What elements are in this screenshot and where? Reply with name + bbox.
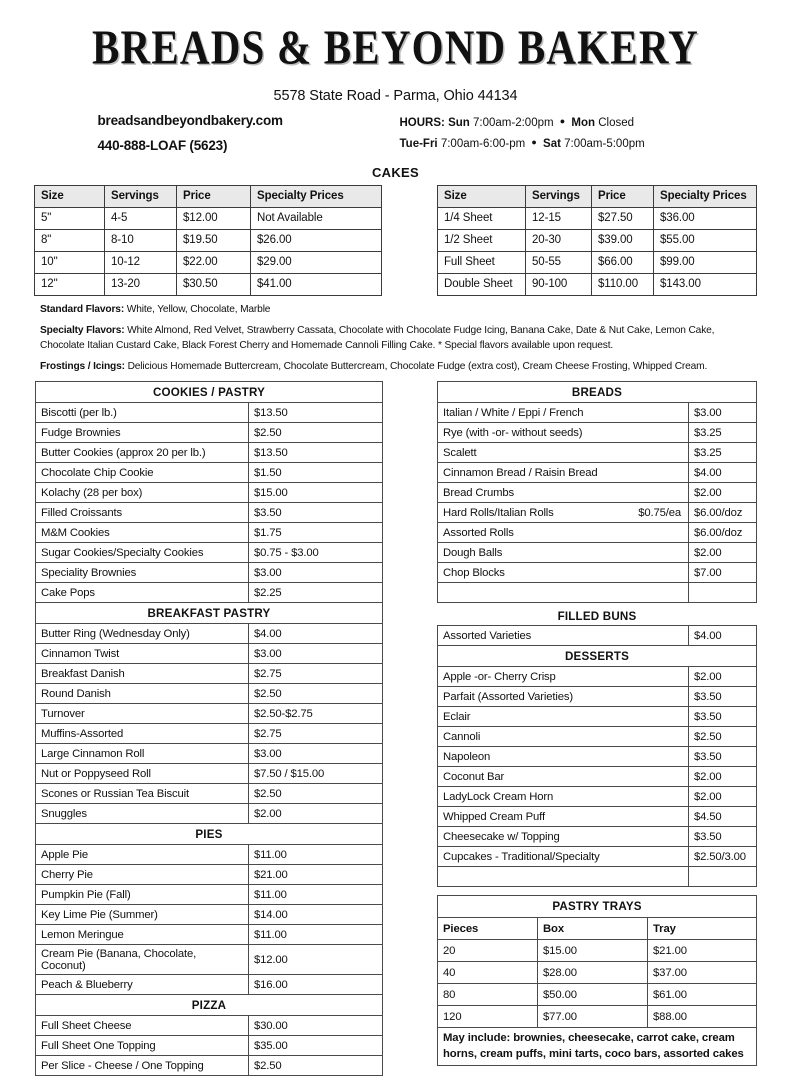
item-price: $3.00	[688, 403, 756, 423]
item-name: Cheesecake w/ Topping	[438, 827, 689, 847]
table-row	[35, 273, 382, 295]
item-name: Parfait (Assorted Varieties)	[438, 687, 689, 707]
sheet-cake-cell-2: $27.50	[592, 207, 654, 229]
sheet-cake-cell-1: 20-30	[526, 229, 592, 251]
menu-item-row	[36, 443, 383, 463]
left-menu-column	[35, 381, 383, 1076]
item-price: $16.00	[248, 975, 382, 995]
tray-cell-2: $88.00	[648, 1006, 757, 1028]
menu-item-row	[438, 687, 757, 707]
round-cake-cell-2: $19.50	[177, 229, 251, 251]
section-header-row	[36, 382, 383, 403]
item-price: $12.00	[248, 945, 382, 975]
sheet-cake-cell-3: $36.00	[654, 207, 757, 229]
section-title: DESSERTS	[438, 646, 757, 667]
item-name: Key Lime Pie (Summer)	[36, 905, 249, 925]
column-header-2: Tray	[648, 918, 757, 940]
menu-item-row	[36, 583, 383, 603]
column-header-2: Price	[592, 185, 654, 207]
hours-day-mon: Mon	[571, 117, 596, 129]
pastry-tray-note: May include: brownies, cheesecake, carrot cake, cream horns, cream puffs, mini tarts, coco bars, assorted cakes	[438, 1028, 757, 1066]
section-title: BREAKFAST PASTRY	[36, 603, 383, 624]
item-name: Breakfast Danish	[36, 664, 249, 684]
item-name	[438, 867, 689, 887]
item-price	[689, 867, 757, 887]
item-price: $2.00	[689, 667, 757, 687]
menu-item-row	[36, 865, 383, 885]
menu-item-row	[36, 684, 383, 704]
menu-item-row	[438, 767, 757, 787]
section-header-row	[438, 646, 757, 667]
item-price: $2.25	[248, 583, 382, 603]
sheet-cake-cell-3: $99.00	[654, 251, 757, 273]
column-header-1: Servings	[105, 185, 177, 207]
round-cake-cell-3: Not Available	[251, 207, 382, 229]
round-cake-cell-0: 8"	[35, 229, 105, 251]
menu-item-row	[438, 667, 757, 687]
item-name: Napoleon	[438, 747, 689, 767]
item-name: Cinnamon Twist	[36, 644, 249, 664]
menu-item-row	[36, 945, 383, 975]
sheet-cake-cell-0: 1/4 Sheet	[438, 207, 526, 229]
menu-item-row	[36, 644, 383, 664]
item-name: Cinnamon Bread / Raisin Bread	[438, 463, 689, 483]
item-name	[438, 583, 689, 603]
section-header-row	[36, 824, 383, 845]
menu-item-row	[36, 804, 383, 824]
tray-cell-2: $37.00	[648, 962, 757, 984]
item-price: $3.50	[689, 747, 757, 767]
item-name: Coconut Bar	[438, 767, 689, 787]
item-price: $3.00	[248, 563, 382, 583]
item-name: Apple -or- Cherry Crisp	[438, 667, 689, 687]
left-menu-table	[35, 381, 383, 1076]
cake-note-0: Standard Flavors: White, Yellow, Chocolate, Marble	[40, 303, 271, 315]
item-price: $11.00	[248, 885, 382, 905]
column-header-3: Specialty Prices	[654, 185, 757, 207]
menu-item-row	[438, 807, 757, 827]
item-price: $2.50	[248, 784, 382, 804]
menu-item-row	[438, 787, 757, 807]
menu-item-row	[36, 503, 383, 523]
table-row	[438, 1006, 757, 1028]
page-title: BREADS & BEYOND BAKERY	[91, 19, 699, 74]
hours-line-1	[400, 113, 700, 134]
item-price: $2.75	[248, 664, 382, 684]
column-header-1: Servings	[526, 185, 592, 207]
item-price: $1.50	[248, 463, 382, 483]
column-header-0: Size	[35, 185, 105, 207]
item-unit-price: $0.75/ea	[638, 506, 681, 519]
item-name: Muffins-Assorted	[36, 724, 249, 744]
menu-item-row	[438, 827, 757, 847]
item-name: Scones or Russian Tea Biscuit	[36, 784, 249, 804]
item-price: $11.00	[248, 925, 382, 945]
menu-item-row	[36, 724, 383, 744]
filled-buns-desserts-table	[437, 625, 757, 887]
item-name: Nut or Poppyseed Roll	[36, 764, 249, 784]
item-price: $3.25	[688, 423, 756, 443]
item-name: Assorted Rolls	[438, 523, 689, 543]
table-header-row	[438, 918, 757, 940]
item-price: $3.50	[689, 827, 757, 847]
table-row	[35, 229, 382, 251]
tray-cell-1: $15.00	[538, 940, 648, 962]
round-cake-cell-0: 5"	[35, 207, 105, 229]
round-cakes-table	[34, 185, 382, 296]
menu-item-row	[36, 704, 383, 724]
item-name: Fudge Brownies	[36, 423, 249, 443]
cake-note-label-0: Standard Flavors:	[40, 303, 125, 315]
round-cake-cell-1: 8-10	[105, 229, 177, 251]
item-name: Cannoli	[438, 727, 689, 747]
item-name: Chop Blocks	[438, 563, 689, 583]
page-header	[0, 0, 791, 156]
round-cake-cell-2: $30.50	[177, 273, 251, 295]
item-price: $0.75 - $3.00	[248, 543, 382, 563]
menu-item-row	[36, 744, 383, 764]
brand-title-wrap	[0, 19, 791, 74]
item-price: $2.50	[248, 684, 382, 704]
hours-line-2	[400, 134, 700, 155]
hours-time-sun: 7:00am-2:00pm	[473, 117, 554, 129]
hours-day-tuefri: Tue-Fri	[399, 138, 438, 151]
column-header-1: Box	[538, 918, 648, 940]
menu-item-row	[36, 563, 383, 583]
item-name: Large Cinnamon Roll	[36, 744, 249, 764]
item-price: $11.00	[248, 845, 382, 865]
menu-item-row	[438, 403, 757, 423]
phone-number[interactable]: 440-888-LOAF (5623)	[97, 138, 228, 153]
item-name: Biscotti (per lb.)	[36, 403, 249, 423]
menu-item-row	[438, 423, 757, 443]
item-name: Cupcakes - Traditional/Specialty	[438, 847, 689, 867]
item-name: Speciality Brownies	[36, 563, 249, 583]
item-price: $4.00	[248, 624, 382, 644]
item-price: $3.50	[248, 503, 382, 523]
item-price: $7.50 / $15.00	[248, 764, 382, 784]
item-name: Apple Pie	[36, 845, 249, 865]
hours-day-sun: Sun	[448, 117, 470, 129]
table-row	[35, 207, 382, 229]
menu-item-row	[438, 543, 757, 563]
section-header-row	[438, 382, 757, 403]
item-name: Kolachy (28 per box)	[36, 483, 249, 503]
website-link[interactable]: breadsandbeyondbakery.com	[97, 113, 283, 128]
separator-dot-icon-2: ●	[531, 137, 537, 148]
hours-label: HOURS:	[399, 117, 445, 129]
item-name: Butter Cookies (approx 20 per lb.)	[36, 443, 249, 463]
cakes-tables-row	[34, 185, 757, 296]
menu-item-row	[438, 523, 757, 543]
menu-item-row	[438, 707, 757, 727]
sheet-cake-cell-3: $55.00	[654, 229, 757, 251]
item-price: $2.00	[688, 543, 756, 563]
address-line: 5578 State Road - Parma, Ohio 44134	[273, 88, 518, 104]
item-price: $6.00/doz	[688, 523, 756, 543]
menu-item-row	[438, 847, 757, 867]
tray-cell-0: 20	[438, 940, 538, 962]
section-title: PASTRY TRAYS	[438, 896, 757, 918]
table-row	[438, 207, 757, 229]
item-price: $4.00	[688, 463, 756, 483]
item-name: Chocolate Chip Cookie	[36, 463, 249, 483]
item-price	[688, 583, 756, 603]
item-price: $2.50/3.00	[689, 847, 757, 867]
round-cake-cell-3: $26.00	[251, 229, 382, 251]
item-price: $2.00	[689, 767, 757, 787]
menu-item-row	[36, 463, 383, 483]
round-cake-cell-2: $22.00	[177, 251, 251, 273]
section-header-row	[36, 603, 383, 624]
menu-columns	[35, 381, 757, 1076]
item-price: $6.00/doz	[688, 503, 756, 523]
table-header-row	[438, 185, 757, 207]
menu-item-row	[36, 664, 383, 684]
item-name: Hard Rolls/Italian Rolls $0.75/ea	[438, 503, 689, 523]
section-title: BREADS	[438, 382, 757, 403]
column-header-0: Pieces	[438, 918, 538, 940]
item-price: $13.50	[248, 403, 382, 423]
section-header-row	[438, 896, 757, 918]
tray-cell-2: $21.00	[648, 940, 757, 962]
tray-cell-2: $61.00	[648, 984, 757, 1006]
pastry-trays-table	[437, 895, 757, 1066]
tray-cell-0: 120	[438, 1006, 538, 1028]
menu-item-row	[36, 543, 383, 563]
item-price: $35.00	[248, 1036, 382, 1056]
column-header-2: Price	[177, 185, 251, 207]
menu-item-row	[36, 1036, 383, 1056]
item-name: Italian / White / Eppi / French	[438, 403, 689, 423]
menu-item-row	[438, 583, 757, 603]
item-price: $2.50-$2.75	[248, 704, 382, 724]
item-name: Sugar Cookies/Specialty Cookies	[36, 543, 249, 563]
item-name: Butter Ring (Wednesday Only)	[36, 624, 249, 644]
menu-item-row	[438, 626, 757, 646]
item-name: Assorted Varieties	[438, 626, 689, 646]
column-header-3: Specialty Prices	[251, 185, 382, 207]
table-footnote-row	[438, 1028, 757, 1066]
item-price: $21.00	[248, 865, 382, 885]
item-price: $3.50	[689, 707, 757, 727]
menu-item-row	[438, 463, 757, 483]
item-name: Filled Croissants	[36, 503, 249, 523]
hours-time-tuefri: 7:00am-6:00-pm	[440, 138, 526, 151]
menu-item-row	[36, 1016, 383, 1036]
menu-item-row	[36, 403, 383, 423]
menu-item-row	[438, 483, 757, 503]
item-price: $1.75	[248, 523, 382, 543]
sheet-cake-cell-1: 12-15	[526, 207, 592, 229]
section-title: COOKIES / PASTRY	[36, 382, 383, 403]
item-name: Lemon Meringue	[36, 925, 249, 945]
menu-item-row	[36, 905, 383, 925]
tray-cell-1: $28.00	[538, 962, 648, 984]
sheet-cake-cell-2: $39.00	[592, 229, 654, 251]
menu-item-row	[36, 845, 383, 865]
menu-item-row	[438, 443, 757, 463]
cake-note-label-2: Frostings / Icings:	[40, 360, 125, 372]
menu-item-row	[36, 1056, 383, 1076]
cakes-section-title: CAKES	[371, 164, 419, 180]
hours-block	[400, 113, 700, 156]
item-price: $3.00	[248, 744, 382, 764]
item-price: $2.50	[689, 727, 757, 747]
separator-dot-icon: ●	[559, 116, 566, 126]
item-name: Cream Pie (Banana, Chocolate, Coconut)	[36, 945, 249, 975]
table-row	[438, 229, 757, 251]
cake-note-label-1: Specialty Flavors:	[40, 325, 125, 337]
table-row	[438, 984, 757, 1006]
section-header-row	[36, 995, 383, 1016]
table-header-row	[35, 185, 382, 207]
round-cake-cell-2: $12.00	[177, 207, 251, 229]
item-price: $30.00	[248, 1016, 382, 1036]
item-price: $4.00	[689, 626, 757, 646]
menu-item-row	[36, 764, 383, 784]
item-price: $7.00	[688, 563, 756, 583]
tray-cell-1: $77.00	[538, 1006, 648, 1028]
sheet-cakes-table	[437, 185, 757, 296]
tray-cell-1: $50.00	[538, 984, 648, 1006]
cake-note-1: Specialty Flavors: White Almond, Red Velvet, Strawberry Cassata, Chocolate with Chocolate Fudge Icing, Banana Cake, Date & Nut Cake, Lemon Cake, Chocolate Italian Custard Cake, Black Forest Cherry and Homemade Cannoli Filling Cake. * Special flavors available upon request.	[40, 325, 715, 351]
menu-item-row	[438, 727, 757, 747]
menu-item-row	[36, 483, 383, 503]
item-name: Cherry Pie	[36, 865, 249, 885]
sheet-cake-cell-0: Full Sheet	[438, 251, 526, 273]
sheet-cake-cell-1: 90-100	[526, 273, 592, 295]
menu-item-row	[36, 624, 383, 644]
round-cake-cell-1: 10-12	[105, 251, 177, 273]
sheet-cake-cell-0: Double Sheet	[438, 273, 526, 295]
hours-day-sat: Sat	[543, 138, 561, 151]
item-price: $13.50	[248, 443, 382, 463]
item-price: $15.00	[248, 483, 382, 503]
item-price: $3.00	[248, 644, 382, 664]
item-name: Per Slice - Cheese / One Topping	[36, 1056, 249, 1076]
item-price: $4.50	[689, 807, 757, 827]
item-name: Snuggles	[36, 804, 249, 824]
item-name: Scalett	[438, 443, 689, 463]
right-menu-column	[437, 381, 757, 1066]
item-name: Eclair	[438, 707, 689, 727]
menu-item-row	[438, 563, 757, 583]
contact-block	[0, 113, 791, 156]
item-name: Pumpkin Pie (Fall)	[36, 885, 249, 905]
round-cake-cell-1: 4-5	[105, 207, 177, 229]
item-name: Whipped Cream Puff	[438, 807, 689, 827]
item-name: M&M Cookies	[36, 523, 249, 543]
section-title: PIZZA	[36, 995, 383, 1016]
menu-item-row	[36, 523, 383, 543]
item-price: $3.50	[689, 687, 757, 707]
table-row	[438, 251, 757, 273]
item-name: Round Danish	[36, 684, 249, 704]
round-cake-cell-1: 13-20	[105, 273, 177, 295]
item-name: Rye (with -or- without seeds)	[438, 423, 689, 443]
item-name: LadyLock Cream Horn	[438, 787, 689, 807]
tray-cell-0: 80	[438, 984, 538, 1006]
hours-time-mon: Closed	[598, 117, 635, 129]
menu-item-row	[36, 784, 383, 804]
menu-item-row	[36, 885, 383, 905]
table-row	[438, 940, 757, 962]
round-cake-cell-0: 10"	[35, 251, 105, 273]
item-price: $2.75	[248, 724, 382, 744]
item-name: Bread Crumbs	[438, 483, 689, 503]
round-cake-cell-3: $29.00	[251, 251, 382, 273]
tray-cell-0: 40	[438, 962, 538, 984]
item-name: Cake Pops	[36, 583, 249, 603]
item-name: Turnover	[36, 704, 249, 724]
menu-item-row	[438, 503, 757, 523]
item-price: $2.50	[248, 1056, 382, 1076]
item-price: $2.00	[248, 804, 382, 824]
item-price: $2.00	[688, 483, 756, 503]
round-cake-cell-3: $41.00	[251, 273, 382, 295]
sheet-cake-cell-2: $66.00	[592, 251, 654, 273]
item-name: Full Sheet Cheese	[36, 1016, 249, 1036]
item-price: $14.00	[248, 905, 382, 925]
section-title: PIES	[36, 824, 383, 845]
menu-item-row	[36, 423, 383, 443]
breads-table	[437, 381, 757, 603]
table-row	[438, 962, 757, 984]
item-price: $3.25	[688, 443, 756, 463]
menu-item-row	[36, 975, 383, 995]
spacer	[437, 887, 757, 895]
cake-notes	[40, 303, 751, 375]
sheet-cake-cell-3: $143.00	[654, 273, 757, 295]
menu-item-row	[36, 925, 383, 945]
sheet-cake-cell-1: 50-55	[526, 251, 592, 273]
item-name: Peach & Blueberry	[36, 975, 249, 995]
table-row	[35, 251, 382, 273]
round-cake-cell-0: 12"	[35, 273, 105, 295]
item-name: Full Sheet One Topping	[36, 1036, 249, 1056]
table-row	[438, 273, 757, 295]
item-name: Dough Balls	[438, 543, 689, 563]
filled-buns-title: FILLED BUNS	[557, 610, 637, 624]
menu-item-row	[438, 747, 757, 767]
sheet-cake-cell-2: $110.00	[592, 273, 654, 295]
item-price: $2.50	[248, 423, 382, 443]
contact-left	[92, 113, 338, 153]
column-header-0: Size	[438, 185, 526, 207]
cake-note-2: Frostings / Icings: Delicious Homemade Buttercream, Chocolate Buttercream, Chocolate Fudge (extra cost), Cream Cheese Frosting, Whipped Cream.	[40, 360, 708, 372]
item-price: $2.00	[689, 787, 757, 807]
hours-time-sat: 7:00am-5:00pm	[564, 138, 645, 151]
menu-item-row	[438, 867, 757, 887]
sheet-cake-cell-0: 1/2 Sheet	[438, 229, 526, 251]
